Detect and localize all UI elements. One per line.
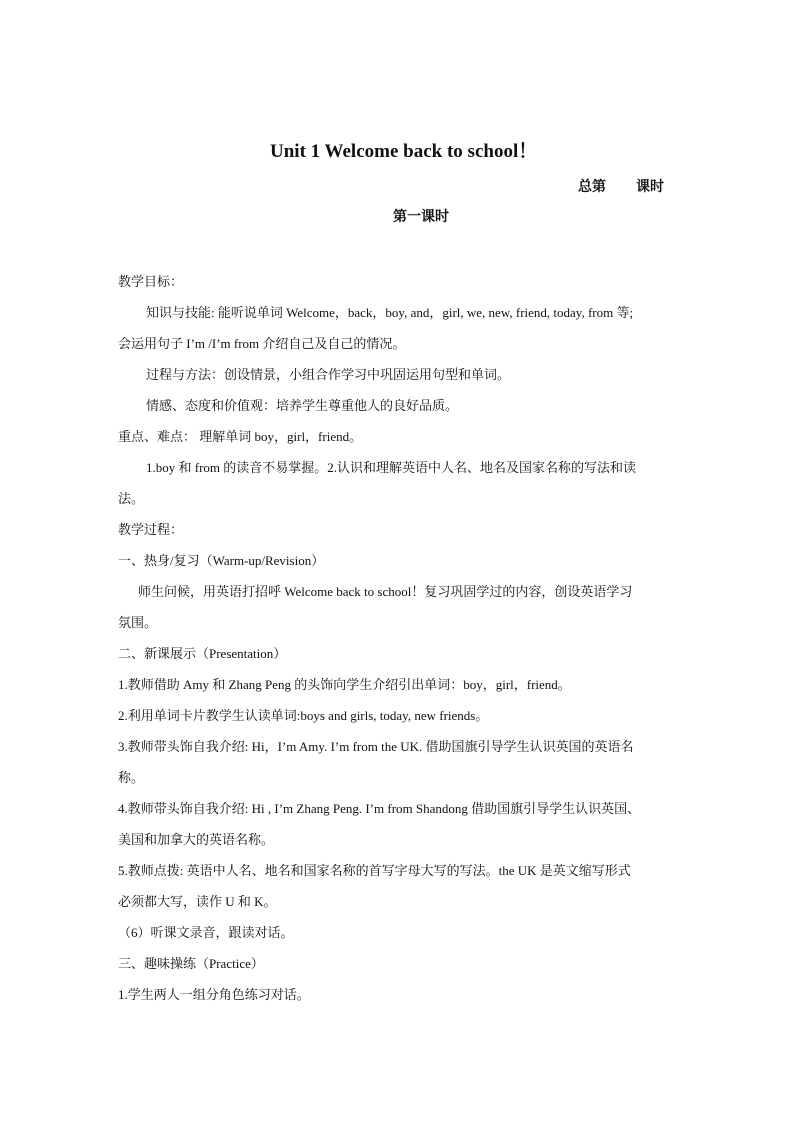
paragraph-line: 必须都大写，读作 U 和 K。 — [118, 894, 277, 909]
paragraph-line: 法。 — [118, 491, 145, 506]
lesson-heading: 第一课时 — [393, 210, 449, 225]
list-item: （6）听课文录音，跟读对话。 — [118, 925, 294, 940]
paragraph-line: 师生问候，用英语打招呼 Welcome back to school！复习巩固学过的内容，创设英语学习 — [138, 584, 633, 599]
section-heading-key-points: 重点、难点： 理解单词 boy，girl，friend。 — [118, 429, 363, 444]
paragraph-line: 美国和加拿大的英语名称。 — [118, 832, 275, 847]
paragraph-line: 1.boy 和 from 的读音不易掌握。2.认识和理解英语中人名、地名及国家名称的写法和读 — [146, 460, 637, 475]
list-item: 2.利用单词卡片教学生认读单词:boys and girls, today, new friends。 — [118, 708, 489, 723]
paragraph-line: 情感、态度和价值观：培养学生尊重他人的良好品质。 — [146, 398, 459, 413]
total-label: 总第 — [578, 180, 606, 195]
period-label: 课时 — [636, 180, 664, 195]
paragraph-line: 称。 — [118, 770, 145, 785]
paragraph-line: 氛围。 — [118, 615, 158, 630]
section-heading-warmup: 一、热身/复习（Warm-up/Revision） — [118, 553, 325, 568]
section-heading-objectives: 教学目标： — [118, 274, 184, 289]
period-counter — [578, 176, 664, 196]
paragraph-line: 会运用句子 I’m /I’m from 介绍自己及自己的情况。 — [118, 336, 406, 351]
paragraph-line: 过程与方法：创设情景，小组合作学习中巩固运用句型和单词。 — [146, 367, 511, 382]
list-item: 1.教师借助 Amy 和 Zhang Peng 的头饰向学生介绍引出单词：boy，girl，friend。 — [118, 677, 571, 692]
list-item: 1.学生两人一组分角色练习对话。 — [118, 987, 310, 1002]
section-heading-process: 教学过程： — [118, 522, 184, 537]
document-body — [118, 266, 678, 1010]
paragraph-line: 知识与技能: 能听说单词 Welcome，back，boy, and，girl, we, new, friend, today, from 等; — [146, 305, 634, 320]
list-item: 4.教师带头饰自我介绍: Hi , I’m Zhang Peng. I’m from Shandong 借助国旗引导学生认识英国、 — [118, 801, 641, 816]
section-heading-presentation: 二、新课展示（Presentation） — [118, 646, 287, 661]
list-item: 3.教师带头饰自我介绍: Hi，I’m Amy. I’m from the UK. 借助国旗引导学生认识英国的英语名 — [118, 739, 634, 754]
section-heading-practice: 三、趣味操练（Practice） — [118, 956, 264, 971]
list-item: 5.教师点拨: 英语中人名、地名和国家名称的首写字母大写的写法。the UK 是英文缩写形式 — [118, 863, 631, 878]
document-title: Unit 1 Welcome back to school！ — [270, 141, 538, 162]
